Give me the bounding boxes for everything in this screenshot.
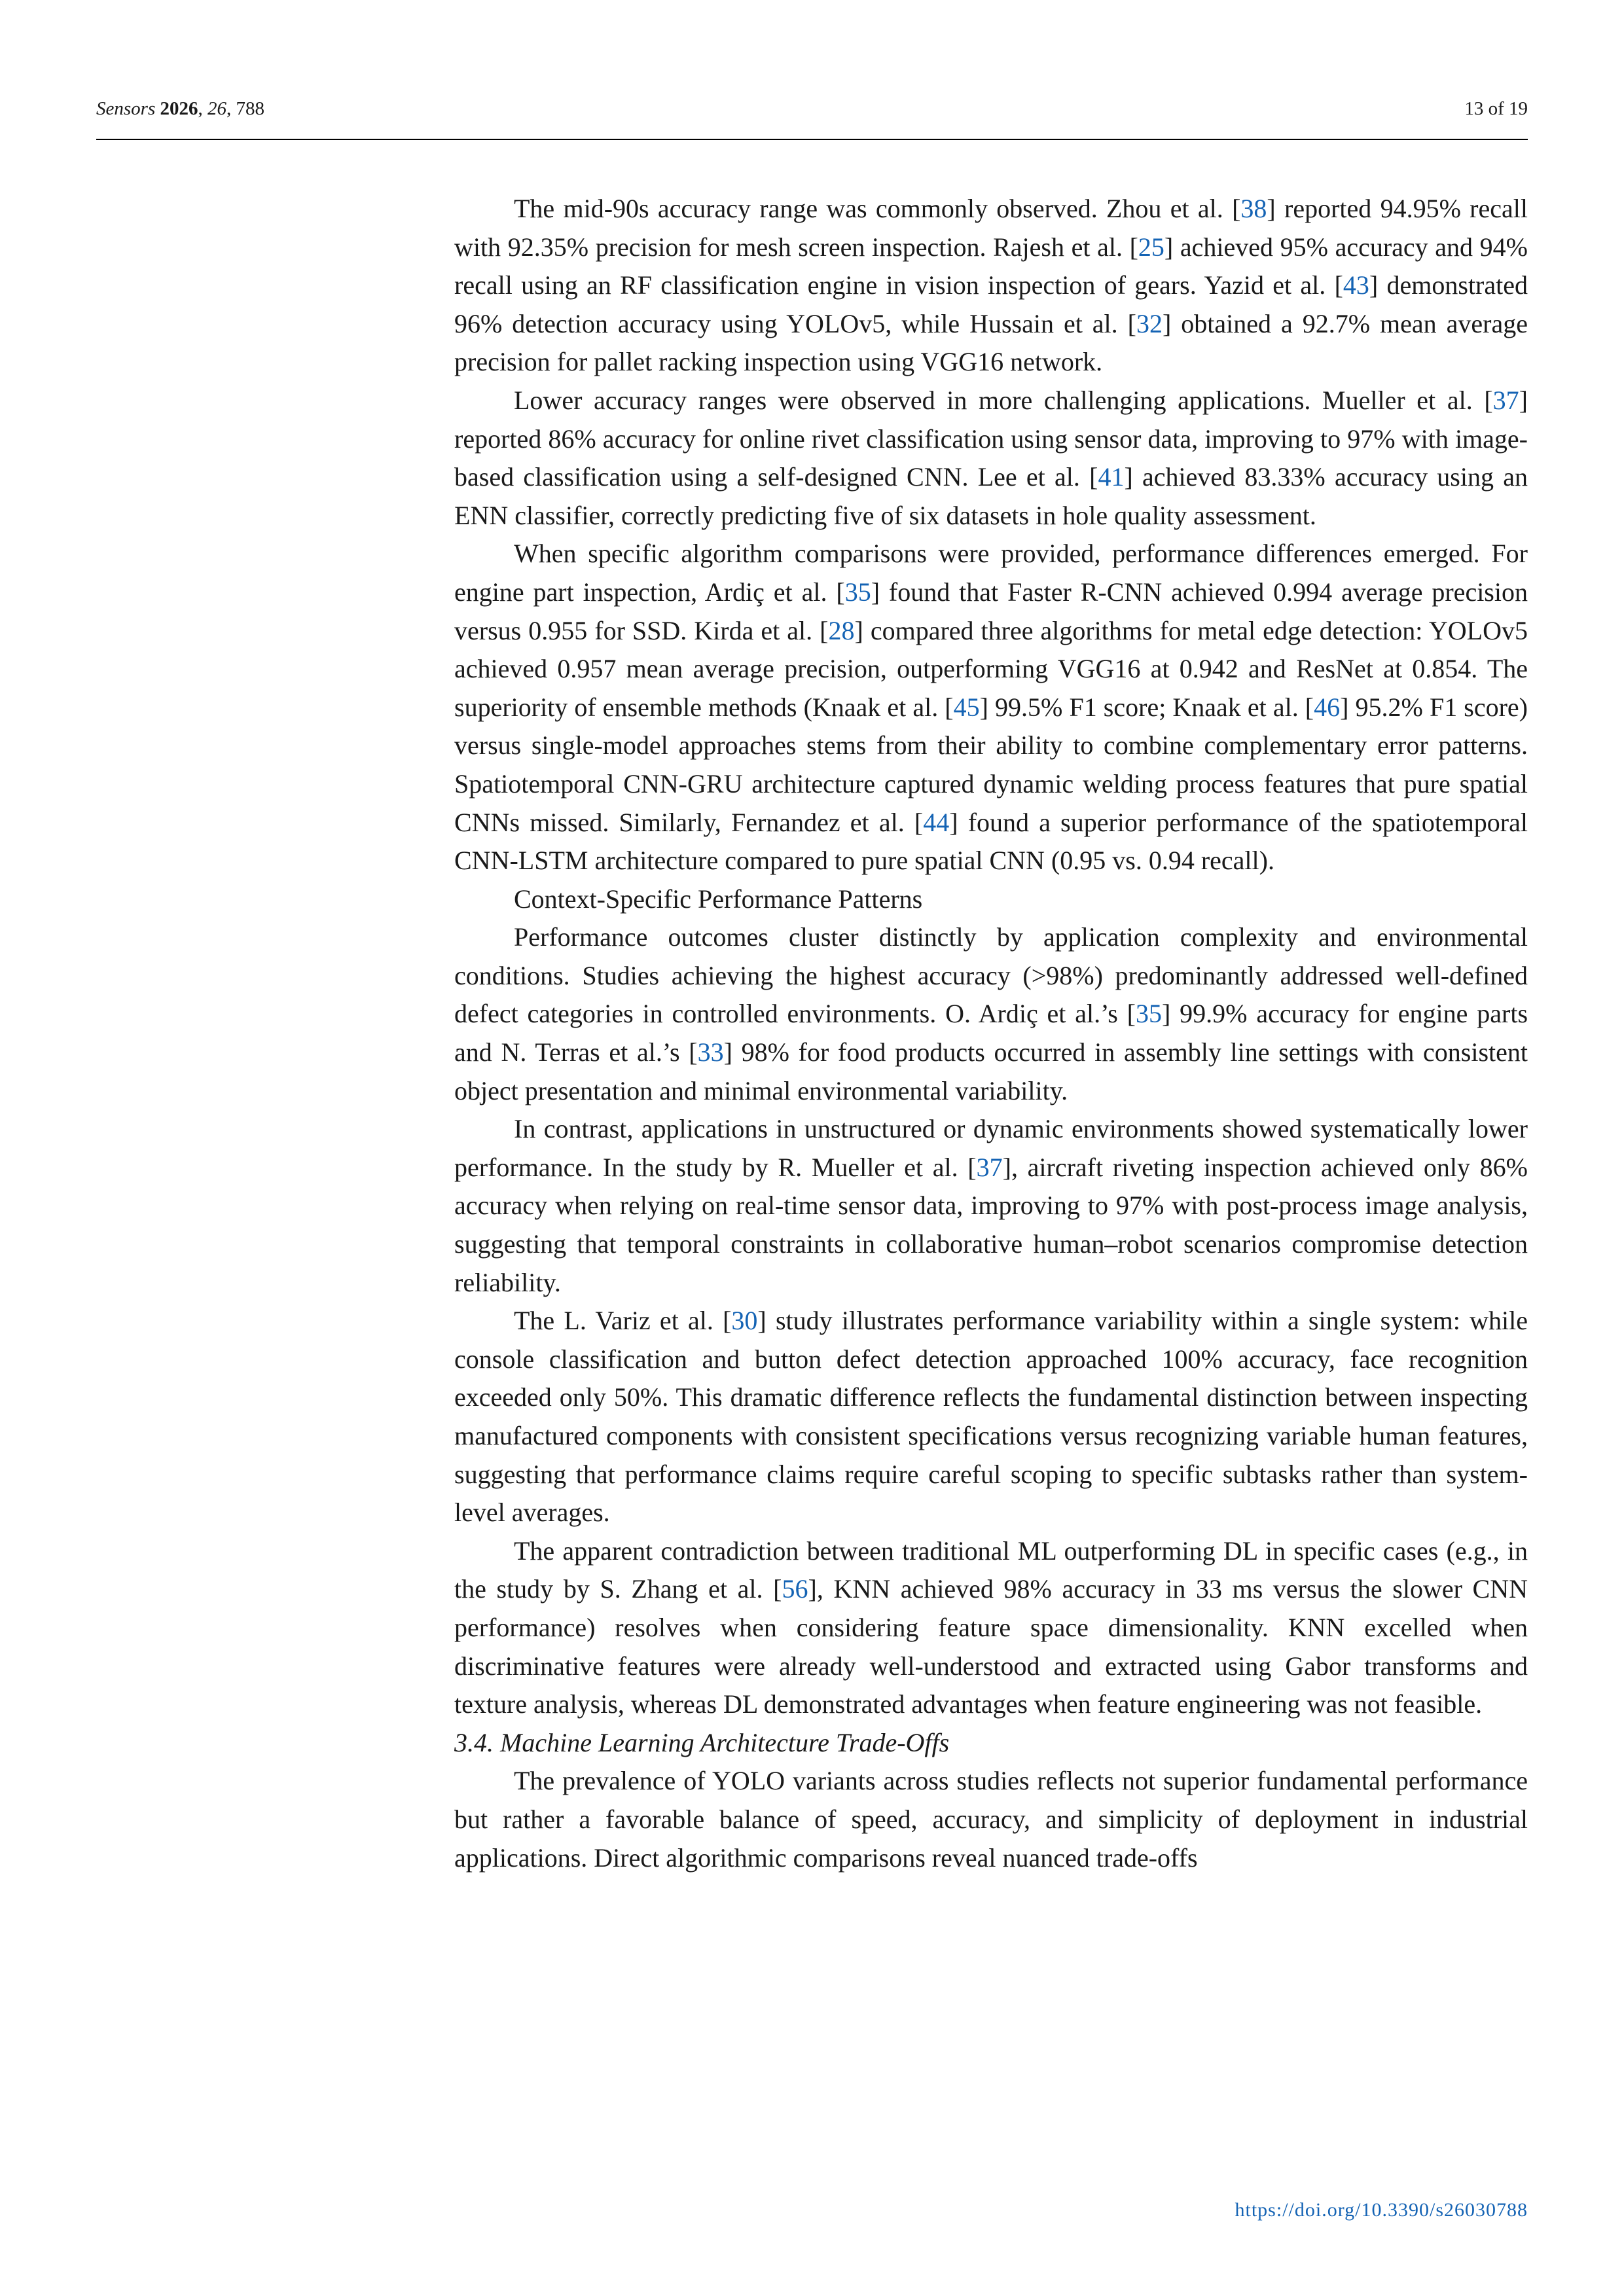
paragraph-text: ] study illustrates performance variability within a single system: while console classification and button defect detection approached 100% accuracy, face recognition exceeded only 50%. This dramatic difference reflects the fundamental distinction between inspecting manufactured components with consistent specifications versus recognizing variable human features, suggesting that performance claims require careful scoping to specific subtasks rather than system-level averages. xyxy=(454,1306,1528,1528)
paragraph-text: ], aircraft riveting inspection achieved only 86% accuracy when relying on real-time sensor data, improving to 97% with post-process image analysis, suggesting that temporal constraints in collaborative human–robot scenarios compromise detection reliability. xyxy=(454,1152,1528,1297)
paragraph-text: The mid-90s accuracy range was commonly observed. Zhou et al. [ xyxy=(514,194,1241,223)
paragraph-text: In contrast, applications in unstructured or dynamic environments showed systematically lower performance. In the study by R. Mueller et al. [ xyxy=(454,1114,1528,1182)
paragraph-text: The apparent contradiction between traditional ML outperforming DL in specific cases (e.g., in the study by S. Zhang et al. [ xyxy=(454,1535,1528,1604)
paragraph xyxy=(454,382,1528,535)
citation-link[interactable]: 45 xyxy=(953,692,980,722)
subheading: Context-Specific Performance Patterns xyxy=(514,884,923,914)
citation-link[interactable]: 30 xyxy=(731,1306,758,1336)
paragraph xyxy=(454,190,1528,382)
citation-link[interactable]: 35 xyxy=(1136,999,1162,1029)
paragraph-group-1 xyxy=(454,190,1528,880)
page-number: 13 of 19 xyxy=(1464,98,1528,119)
paragraph-text: The L. Variz et al. [ xyxy=(514,1306,732,1336)
citation-link[interactable]: 43 xyxy=(1343,270,1369,300)
paragraph-text: ] reported 94.95% recall with 92.35% precision for mesh screen inspection. Rajesh et al. [ xyxy=(454,194,1528,262)
paragraph-group-2 xyxy=(454,918,1528,1723)
citation-link[interactable]: 28 xyxy=(828,615,855,645)
paragraph-text: ] compared three algorithms for metal edge detection: YOLOv5 achieved 0.957 mean average precision, outperforming VGG16 at 0.942 and ResNet at 0.854. The superiority of ensemble methods (Knaak et al. [ xyxy=(454,615,1528,722)
citation-link[interactable]: 38 xyxy=(1240,194,1267,223)
paragraph xyxy=(454,1110,1528,1302)
article-body xyxy=(454,190,1528,1877)
page-header xyxy=(96,90,1528,130)
journal-year: 2026 xyxy=(160,98,198,119)
citation-link[interactable]: 32 xyxy=(1136,308,1163,338)
header-rule xyxy=(96,139,1528,140)
paragraph-text: Lower accuracy ranges were observed in more challenging applications. Mueller et al. [ xyxy=(514,385,1493,415)
paragraph xyxy=(454,1762,1528,1877)
citation-link[interactable]: 37 xyxy=(1492,385,1519,415)
citation-link[interactable]: 37 xyxy=(976,1152,1003,1182)
paragraph-text: ] achieved 83.33% accuracy using an ENN classifier, correctly predicting five of six datasets in hole quality assessment. xyxy=(454,462,1528,530)
citation-link[interactable]: 25 xyxy=(1138,232,1164,262)
paragraph-text: When specific algorithm comparisons were provided, performance differences emerged. For engine part inspection, Ardiç et al. [ xyxy=(454,539,1528,607)
section-heading: 3.4. Machine Learning Architecture Trade-Offs xyxy=(454,1727,950,1757)
paragraph-text: ] 99.9% accuracy for engine parts and N. Terras et al.’s [ xyxy=(454,999,1528,1067)
paragraph-text: ] found that Faster R-CNN achieved 0.994 average precision versus 0.955 for SSD. Kirda et al. [ xyxy=(454,577,1528,645)
journal-name: Sensors xyxy=(96,98,156,119)
article-number: 788 xyxy=(236,98,264,119)
citation-link[interactable]: 35 xyxy=(844,577,871,607)
paragraph-group-3 xyxy=(454,1762,1528,1877)
paragraph-text: ] achieved 95% accuracy and 94% recall using an RF classification engine in vision inspection of gears. Yazid et al. [ xyxy=(454,232,1528,300)
paragraph-text: ] obtained a 92.7% mean average precision for pallet racking inspection using VGG16 network. xyxy=(454,308,1528,377)
paragraph xyxy=(454,918,1528,1110)
paragraph-text: ] 95.2% F1 score) versus single-model approaches stems from their ability to combine complementary error patterns. Spatiotemporal CNN-GRU architecture captured dynamic welding process features that pure spatial CNNs missed. Similarly, Fernandez et al. [ xyxy=(454,692,1528,837)
paragraph-text: ], KNN achieved 98% accuracy in 33 ms versus the slower CNN performance) resolves when considering feature space dimensionality. KNN excelled when discriminative features were already well-understood and extracted using Gabor transforms and texture analysis, whereas DL demonstrated advantages when feature engineering was not feasible. xyxy=(454,1574,1528,1719)
citation-link[interactable]: 56 xyxy=(782,1574,808,1604)
paragraph-text: ] demonstrated 96% detection accuracy using YOLOv5, while Hussain et al. [ xyxy=(454,270,1528,338)
citation-link[interactable]: 41 xyxy=(1098,462,1125,492)
paragraph-text: ] 98% for food products occurred in assembly line settings with consistent object presentation and minimal environmental variability. xyxy=(454,1037,1528,1105)
doi-link[interactable]: https://doi.org/10.3390/s26030788 xyxy=(1235,2199,1528,2221)
paragraph xyxy=(454,1302,1528,1532)
paragraph-text: ] found a superior performance of the spatiotemporal CNN-LSTM architecture compared to pure spatial CNN (0.95 vs. 0.94 recall). xyxy=(454,807,1528,876)
paragraph-text: Performance outcomes cluster distinctly by application complexity and environmental conditions. Studies achieving the highest accuracy (>98%) predominantly addressed well-defined defect categories in controlled environments. O. Ardiç et al.’s [ xyxy=(454,922,1528,1029)
citation-link[interactable]: 46 xyxy=(1314,692,1341,722)
paragraph-text: ] 99.5% F1 score; Knaak et al. [ xyxy=(979,692,1314,722)
citation-link[interactable]: 44 xyxy=(923,807,950,837)
paragraph xyxy=(454,1532,1528,1724)
journal-volume: 26 xyxy=(207,98,226,119)
paragraph-text: The prevalence of YOLO variants across studies reflects not superior fundamental performance but rather a favorable balance of speed, accuracy, and simplicity of deployment in industrial applications. Direct algorithmic comparisons reveal nuanced trade-offs xyxy=(454,1766,1528,1873)
journal-citation: Sensors 2026, 26, 788 xyxy=(96,98,264,119)
paragraph-text: ] reported 86% accuracy for online rivet classification using sensor data, improving to 97% with image-based classification using a self-designed CNN. Lee et al. [ xyxy=(454,385,1528,492)
paragraph xyxy=(454,535,1528,880)
citation-link[interactable]: 33 xyxy=(697,1037,724,1067)
